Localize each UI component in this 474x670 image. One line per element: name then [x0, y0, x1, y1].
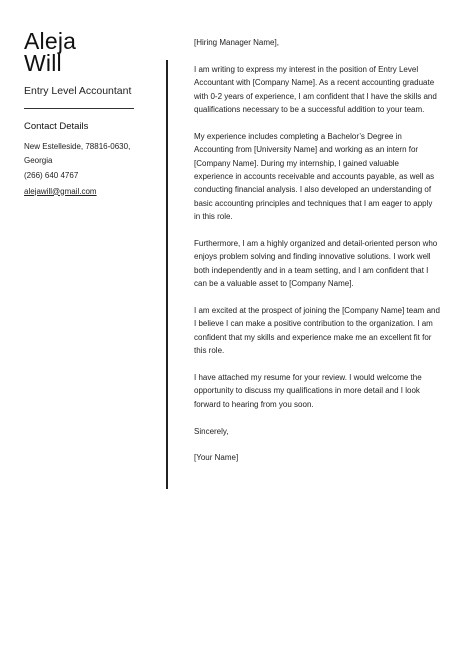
applicant-first-name: Aleja — [24, 28, 77, 54]
letter-paragraph-5: I have attached my resume for your review. I would welcome the opportunity to discuss my qualifications in more detail and I look forward to hearing from you soon. — [194, 373, 422, 409]
contact-address: New Estelleside, 78816-0630, Georgia — [24, 142, 131, 165]
contact-email-link[interactable]: alejawill@gmail.com — [24, 186, 97, 196]
letter-paragraph-2: My experience includes completing a Bachelor’s Degree in Accounting from [University Name] and working as an intern for [Company Name]. During my internship, I gained valuable experience in accounts receivable and accounts payable, as well as conducting financial analysis. I also developed an understanding of basic accounting principles and techniques that I am eager to apply in this role. — [194, 131, 435, 222]
contact-phone: (266) 640 4767 — [24, 171, 79, 180]
letter-paragraph-4: I am excited at the prospect of joining the [Company Name] team and I believe I can make a positive contribution to the organization. I am confident that my skills and experience make me an excellent fit for this role. — [194, 306, 440, 356]
letter-salutation: [Hiring Manager Name], — [194, 38, 279, 47]
sidebar — [24, 30, 136, 198]
letter-paragraph-3: Furthermore, I am a highly organized and detail-oriented person who enjoys problem solving and finding innovative solutions. I work well both independently and in a team setting, and I am confident that I can be a valuable asset to [Company Name]. — [194, 239, 438, 289]
job-title: Entry Level Accountant — [24, 85, 132, 97]
vertical-divider — [166, 60, 168, 489]
letter-closing: Sincerely, — [194, 426, 229, 436]
sidebar-divider — [24, 108, 134, 109]
applicant-last-name: Will — [24, 50, 62, 76]
letter-paragraph-1: I am writing to express my interest in the position of Entry Level Accountant with [Company Name]. As a recent accounting graduate with 0-2 years of experience, I am confident that I have the skills and qualifications necessary to be a successful addition to your team. — [194, 64, 437, 115]
letter-body — [194, 36, 440, 478]
contact-details-heading: Contact Details — [24, 121, 89, 132]
contact-email-container — [24, 185, 136, 199]
letter-signature: [Your Name] — [194, 453, 239, 463]
